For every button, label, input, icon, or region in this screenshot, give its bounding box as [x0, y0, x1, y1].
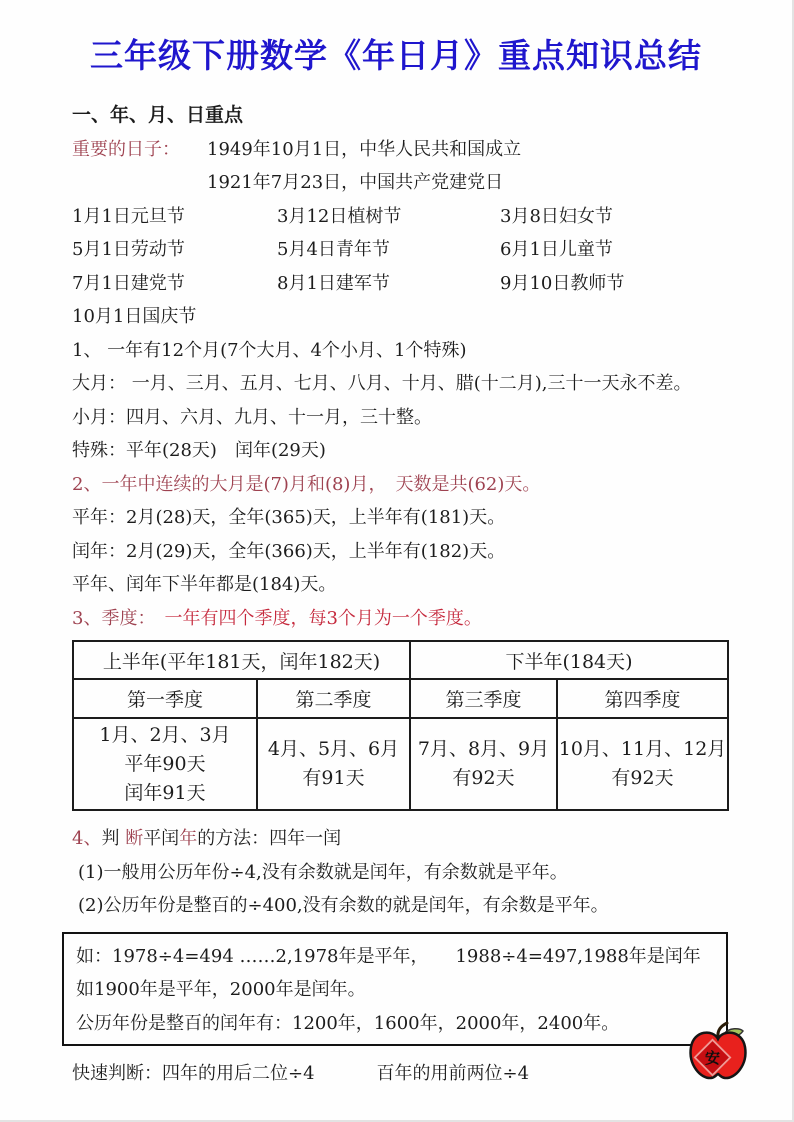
- page-title: 三年级下册数学《年日月》重点知识总结: [90, 36, 702, 75]
- important-date-2: 1921年7月23日，中国共产党建党日: [207, 172, 504, 193]
- first-half-header-cell: 上半年(平年181天，闰年182天): [73, 641, 410, 679]
- example-line-2: 如1900年是平年，2000年是闰年。: [76, 979, 366, 1000]
- point4-text: 判: [101, 828, 126, 849]
- leap-rule-1: (1)一般用公历年份÷4,没有余数就是闰年，有余数就是平年。: [78, 861, 568, 883]
- example-line-3: 公历年份是整百的闰年有：1200年，1600年，2000年，2400年。: [76, 1012, 620, 1034]
- leap-rule-2: (2)公历年份是整百的÷400,没有余数的就是闰年，有余数是平年。: [78, 895, 609, 916]
- q1-detail-cell: [73, 718, 257, 810]
- section-heading: 一、年、月、日重点: [72, 104, 244, 126]
- holiday: 10月1日国庆节: [72, 306, 197, 327]
- document-body: [72, 99, 732, 1091]
- q4-days: 有92天: [611, 767, 674, 789]
- q1-months: 1月、2月、3月: [99, 723, 231, 746]
- point2-line: 2、一年中连续的大月是(7)月和(8)月， 天数是共(62)天。: [72, 473, 541, 495]
- point4-text: 断: [125, 828, 144, 849]
- holiday: 7月1日建党节: [72, 272, 185, 294]
- point4-text: 的方法：四年一闰: [197, 828, 342, 849]
- holiday-row-3: [72, 267, 732, 301]
- point3-line: [72, 602, 732, 636]
- point4-text: 年: [179, 828, 198, 849]
- holiday-row-2: [72, 233, 732, 267]
- leap-year-line: 闰年：2月(29)天，全年(366)天，上半年有(182)天。: [72, 540, 506, 562]
- q2-detail-cell: [257, 718, 410, 810]
- q2-months: 4月、5月、6月: [267, 738, 400, 760]
- holiday: 5月1日劳动节: [72, 239, 185, 260]
- holiday: 3月8日妇女节: [500, 205, 613, 227]
- q2-title-cell: 第二季度: [257, 679, 410, 718]
- q3-detail-cell: [410, 718, 557, 810]
- q2-days: 有91天: [302, 767, 365, 789]
- point3-desc: 一年有四个季度，每3个月为一个季度。: [146, 607, 482, 629]
- important-dates-line-1: [72, 133, 732, 167]
- important-date-1: 1949年10月1日，中华人民共和国成立: [207, 138, 522, 160]
- holiday: 6月1日儿童节: [500, 239, 613, 260]
- q4-months: 10月、11月、12月: [558, 738, 727, 760]
- q1-common-days: 平年90天: [124, 752, 206, 775]
- quick-judge-1: 快速判断：四年的用后二位÷4: [72, 1063, 315, 1084]
- common-year-line: 平年：2月(28)天，全年(365)天，上半年有(181)天。: [72, 507, 506, 528]
- quick-judge-line: [72, 1057, 732, 1091]
- table-row-halves: [73, 641, 728, 679]
- example-box-wrapper: [62, 932, 728, 1067]
- point4-text: 平闰: [143, 828, 180, 849]
- apple-character: 安: [704, 1049, 721, 1067]
- q3-months: 7月、8月、9月: [417, 738, 550, 760]
- q3-days: 有92天: [452, 767, 515, 789]
- holiday: 1月1日元旦节: [72, 205, 185, 227]
- q4-title-cell: 第四季度: [557, 679, 728, 718]
- second-half-line: 平年、闰年下半年都是(184)天。: [72, 574, 337, 595]
- holiday-row-1: [72, 200, 732, 234]
- holiday: 3月12日植树节: [277, 205, 402, 227]
- q3-title-cell: 第三季度: [410, 679, 557, 718]
- point3-label: 3、季度：: [72, 607, 147, 629]
- table-row-quarter-detail: [73, 718, 728, 810]
- table-row-quarter-titles: [73, 679, 728, 718]
- example-line-1: 如：1978÷4=494 ……2,1978年是平年， 1988÷4=497,1988年是闰年: [76, 945, 701, 967]
- point4-line: [72, 822, 732, 856]
- important-dates-label: 重要的日子：: [72, 138, 180, 160]
- q4-detail-cell: [557, 718, 728, 810]
- special-month-line: 特殊：平年(28天) 闰年(29天): [72, 440, 326, 461]
- holiday: 8月1日建军节: [277, 272, 390, 294]
- big-months-line: 大月： 一月、三月、五月、七月、八月、十月、腊(十二月),三十一天永不差。: [72, 373, 692, 394]
- q1-title-cell: 第一季度: [73, 679, 257, 718]
- holiday: 9月10日教师节: [500, 272, 625, 294]
- example-box: [62, 932, 728, 1047]
- quarter-table: [72, 640, 729, 811]
- point1-line: 1、 一年有12个月(7个大月、4个小月、1个特殊): [72, 339, 467, 361]
- holiday-row-4: [72, 300, 732, 334]
- small-months-line: 小月：四月、六月、九月、十一月，三十整。: [72, 406, 432, 428]
- holiday: 5月4日青年节: [277, 239, 390, 260]
- point4-number: 4、: [72, 828, 102, 849]
- second-half-header-cell: 下半年(184天): [410, 641, 728, 679]
- q1-leap-days: 闰年91天: [124, 781, 206, 804]
- quick-judge-2: 百年的用前两位÷4: [376, 1063, 530, 1084]
- important-dates-line-2: [72, 166, 732, 200]
- apple-icon: [684, 1020, 752, 1086]
